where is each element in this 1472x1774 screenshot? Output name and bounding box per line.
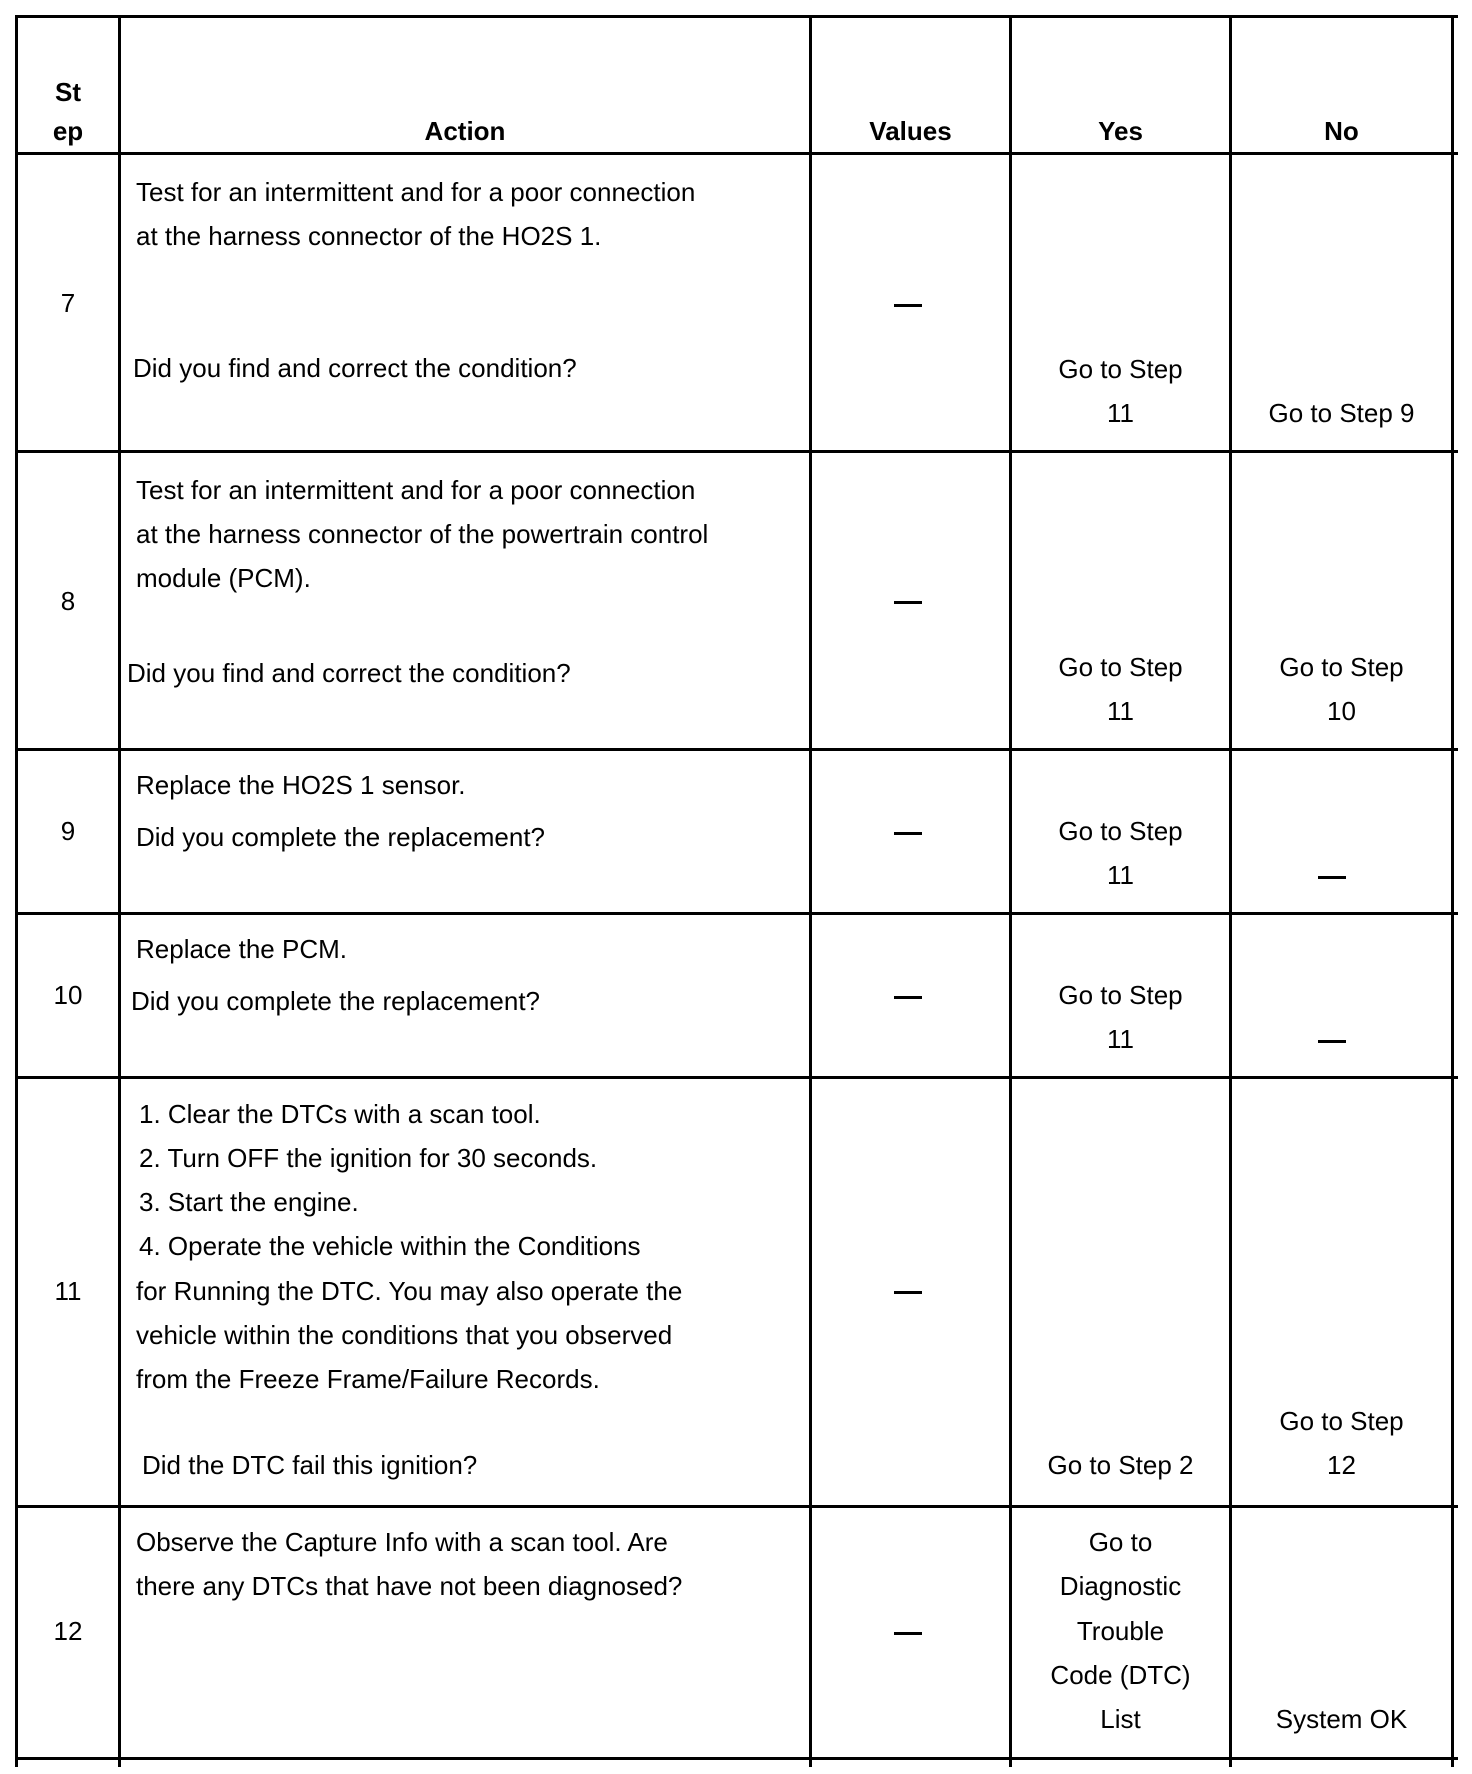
yes-text: Trouble: [1076, 1616, 1165, 1646]
action-text: for Running the DTC. You may also operate the: [136, 1276, 683, 1306]
action-text: 2. Turn OFF the ignition for 30 seconds.: [139, 1143, 598, 1173]
action-text: Test for an intermittent and for a poor connection: [136, 177, 696, 207]
header-no: No: [1324, 116, 1359, 146]
action-text: Observe the Capture Info with a scan tool. Are: [136, 1527, 668, 1557]
action-text: Replace the HO2S 1 sensor.: [136, 770, 466, 800]
row-divider: [15, 450, 1458, 453]
step-number: 10: [53, 980, 83, 1010]
action-text: Test for an intermittent and for a poor connection: [136, 475, 696, 505]
table-border-right: [1451, 15, 1454, 1767]
column-divider: [1229, 15, 1232, 1767]
header-action: Action: [424, 116, 506, 146]
table-border-top: [15, 15, 1458, 18]
header-yes: Yes: [1098, 116, 1143, 146]
no-text: 10: [1327, 696, 1356, 726]
row-divider: [15, 912, 1458, 915]
action-text: vehicle within the conditions that you observed: [136, 1320, 673, 1350]
value-dash: [894, 996, 922, 999]
no-text: Go to Step: [1279, 652, 1404, 682]
action-question: Did you complete the replacement?: [131, 986, 541, 1016]
yes-text: 11: [1107, 860, 1134, 890]
value-dash: [894, 601, 922, 604]
no-dash: [1318, 1040, 1346, 1043]
action-text: 3. Start the engine.: [139, 1187, 359, 1217]
no-dash: [1318, 876, 1346, 879]
no-text: Go to Step 9: [1268, 398, 1415, 428]
header-step-line2: ep: [52, 116, 84, 146]
step-number: 9: [60, 816, 76, 846]
yes-text: Go to Step: [1058, 354, 1183, 384]
yes-text: Diagnostic: [1059, 1571, 1182, 1601]
row-divider: [15, 748, 1458, 751]
no-text: Go to Step: [1279, 1406, 1404, 1436]
value-dash: [894, 1291, 922, 1294]
yes-text: 11: [1107, 398, 1134, 428]
value-dash: [894, 304, 922, 307]
yes-text: Code (DTC): [1050, 1660, 1191, 1690]
action-text: at the harness connector of the powertrain control: [136, 519, 709, 549]
action-text: at the harness connector of the HO2S 1.: [136, 221, 602, 251]
row-divider: [15, 1505, 1458, 1508]
row-divider: [15, 1076, 1458, 1079]
table-border-left: [15, 15, 18, 1767]
step-number: 7: [60, 288, 76, 318]
header-values: Values: [869, 116, 952, 146]
action-text: 1. Clear the DTCs with a scan tool.: [139, 1099, 541, 1129]
value-dash: [894, 1632, 922, 1635]
yes-text: Go to: [1088, 1527, 1153, 1557]
step-number: 11: [54, 1276, 82, 1306]
yes-text: 11: [1107, 696, 1134, 726]
action-question: Did the DTC fail this ignition?: [142, 1450, 478, 1480]
action-text: from the Freeze Frame/Failure Records.: [136, 1364, 600, 1394]
action-question: Did you find and correct the condition?: [133, 353, 577, 383]
yes-text: 11: [1107, 1024, 1134, 1054]
table-border-bottom: [15, 1757, 1458, 1760]
header-step-line1: St: [55, 77, 81, 107]
action-question: Did you find and correct the condition?: [127, 658, 571, 688]
column-divider: [809, 15, 812, 1767]
action-question: Did you complete the replacement?: [136, 822, 546, 852]
yes-text: Go to Step: [1058, 980, 1183, 1010]
no-text: System OK: [1275, 1704, 1408, 1734]
action-text: module (PCM).: [136, 563, 311, 593]
action-text: Replace the PCM.: [136, 934, 347, 964]
column-divider: [118, 15, 121, 1767]
yes-text: Go to Step: [1058, 816, 1183, 846]
no-text: 12: [1327, 1450, 1356, 1480]
value-dash: [894, 832, 922, 835]
step-number: 12: [53, 1616, 83, 1646]
yes-text: Go to Step 2: [1047, 1450, 1194, 1480]
step-number: 8: [60, 586, 76, 616]
action-text: 4. Operate the vehicle within the Conditions: [139, 1231, 641, 1261]
yes-text: List: [1100, 1704, 1141, 1734]
action-text: there any DTCs that have not been diagnosed?: [136, 1571, 683, 1601]
yes-text: Go to Step: [1058, 652, 1183, 682]
